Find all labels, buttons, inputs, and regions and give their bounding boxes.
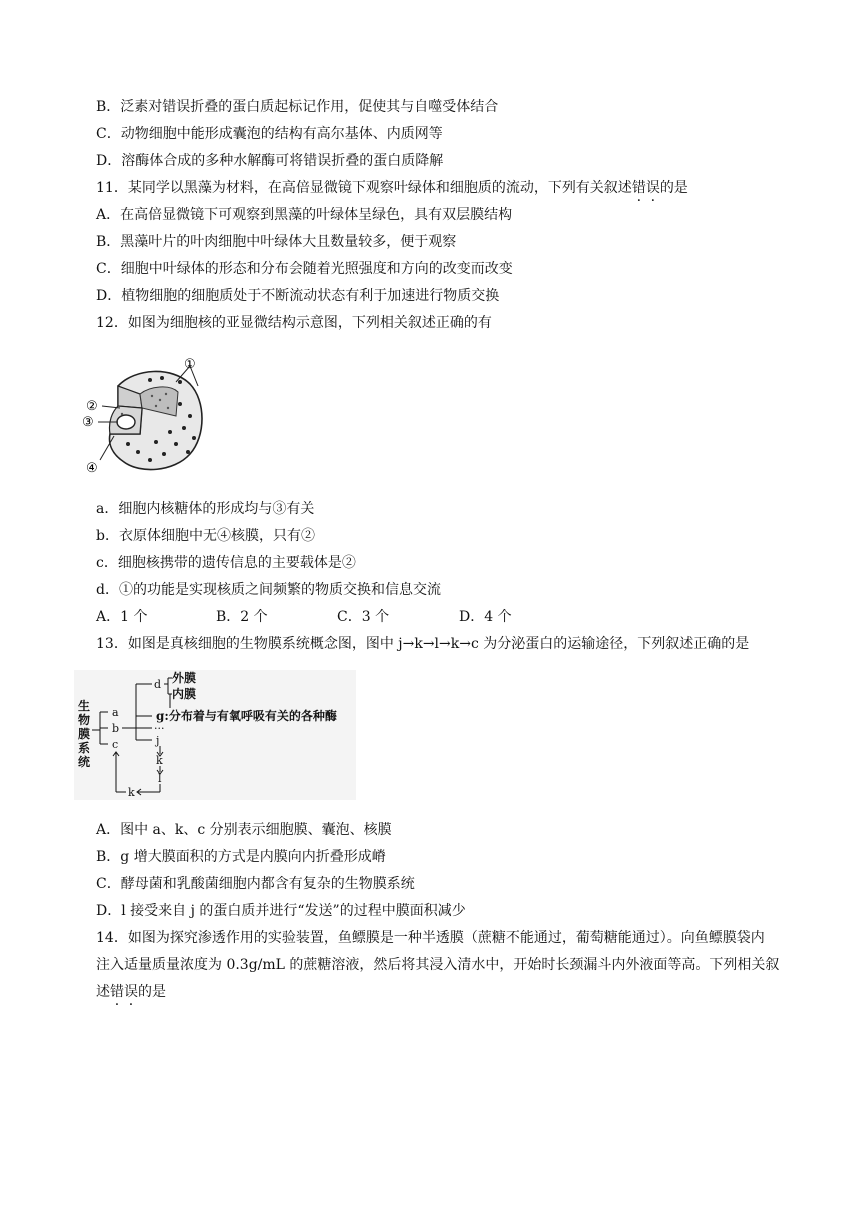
- q12-option-a: A．1 个: [96, 609, 148, 625]
- q14-stem-line2: 注入适量质量浓度为 0.3g/mL 的蔗糖溶液，然后将其浸入清水中，开始时长颈漏斗内外液面等高。下列相关叙: [96, 957, 780, 973]
- node-l: l: [158, 772, 162, 785]
- figure-label-1: ①: [184, 357, 196, 372]
- node-g-description: g:分布着与有氧呼吸有关的各种酶: [156, 709, 337, 723]
- figure-label-2: ②: [86, 399, 98, 414]
- figure-label-4: ④: [86, 461, 98, 476]
- q10-option-b: B．泛素对错误折叠的蛋白质起标记作用，促使其与自噬受体结合: [96, 99, 499, 115]
- emphasis-char: 错: [631, 180, 646, 196]
- q11-stem-end: 的是: [659, 180, 688, 196]
- q13-option-a: A．图中 a、k、c 分别表示细胞膜、囊泡、核膜: [96, 822, 392, 838]
- q12-stem: 12．如图为细胞核的亚显微结构示意图，下列相关叙述正确的有: [96, 315, 492, 331]
- q14-stem-line3: [96, 982, 166, 1002]
- root-char: 统: [78, 755, 91, 769]
- q12-statement-b: b．衣原体细胞中无④核膜，只有②: [96, 528, 315, 544]
- q11-option-b: B．黑藻叶片的叶肉细胞中叶绿体大且数量较多，便于观察: [96, 234, 457, 250]
- emphasis-char: 错: [110, 984, 124, 1000]
- q13-option-c: C．酵母菌和乳酸菌细胞内都含有复杂的生物膜系统: [96, 876, 415, 892]
- q11-option-d: D．植物细胞的细胞质处于不断流动状态有利于加速进行物质交换: [96, 288, 500, 304]
- q11-option-a: A．在高倍显微镜下可观察到黑藻的叶绿体呈绿色，具有双层膜结构: [96, 207, 513, 223]
- q13-option-b: B．g 增大膜面积的方式是内膜向内折叠形成嵴: [96, 849, 386, 865]
- q10-option-c: C．动物细胞中能形成囊泡的结构有高尔基体、内质网等: [96, 126, 443, 142]
- q12-option-b: B．2 个: [216, 609, 268, 625]
- node-b: b: [112, 722, 120, 735]
- root-char: 系: [78, 741, 91, 755]
- node-j: j: [156, 734, 160, 747]
- outer-membrane-label: 外膜: [172, 671, 197, 685]
- node-a: a: [112, 706, 119, 719]
- q10-option-d: D．溶酶体合成的多种水解酶可将错误折叠的蛋白质降解: [96, 153, 444, 169]
- q12-statement-c: c．细胞核携带的遗传信息的主要载体是②: [96, 555, 356, 571]
- node-k: k: [156, 754, 163, 767]
- inner-membrane-label: 内膜: [172, 687, 197, 701]
- q12-statement-a: a．细胞内核糖体的形成均与③有关: [96, 501, 315, 517]
- root-char: 膜: [78, 727, 91, 741]
- root-char: 物: [78, 713, 91, 727]
- node-c: c: [112, 738, 119, 751]
- emphasis-char: 误: [124, 984, 138, 1000]
- q14-stem-text: 述: [96, 984, 110, 1000]
- figure-label-3: ③: [82, 415, 94, 430]
- q14-stem-end: 的是: [138, 984, 166, 1000]
- q11-stem: [96, 178, 688, 198]
- q12-options: [96, 607, 512, 627]
- node-k-bottom: k: [128, 786, 135, 799]
- q14-stem-line1: 14．如图为探究渗透作用的实验装置，鱼鳔膜是一种半透膜（蔗糖不能通过，葡萄糖能通过）。向鱼鳔膜袋内: [96, 930, 765, 946]
- q11-stem-text: 11．某同学以黑藻为材料，在高倍显微镜下观察叶绿体和细胞质的流动，下列有关叙述: [96, 180, 632, 196]
- ellipsis: ···: [154, 722, 165, 735]
- emphasis-char: 误: [645, 180, 660, 196]
- node-d: d: [154, 678, 162, 691]
- membrane-system-concept-map: [74, 670, 356, 800]
- root-char: 生: [78, 699, 91, 713]
- q12-option-d: D．4 个: [459, 609, 512, 625]
- q13-stem: 13．如图是真核细胞的生物膜系统概念图，图中 j→k→l→k→c 为分泌蛋白的运输途径，下列叙述正确的是: [96, 636, 750, 652]
- q11-option-c: C．细胞中叶绿体的形态和分布会随着光照强度和方向的改变而改变: [96, 261, 513, 277]
- q13-option-d: D．l 接受来自 j 的蛋白质并进行“发送”的过程中膜面积减少: [96, 903, 466, 919]
- q12-option-c: C．3 个: [337, 609, 390, 625]
- nucleus-structure-figure: [80, 356, 210, 478]
- q12-statement-d: d．①的功能是实现核质之间频繁的物质交换和信息交流: [96, 582, 441, 598]
